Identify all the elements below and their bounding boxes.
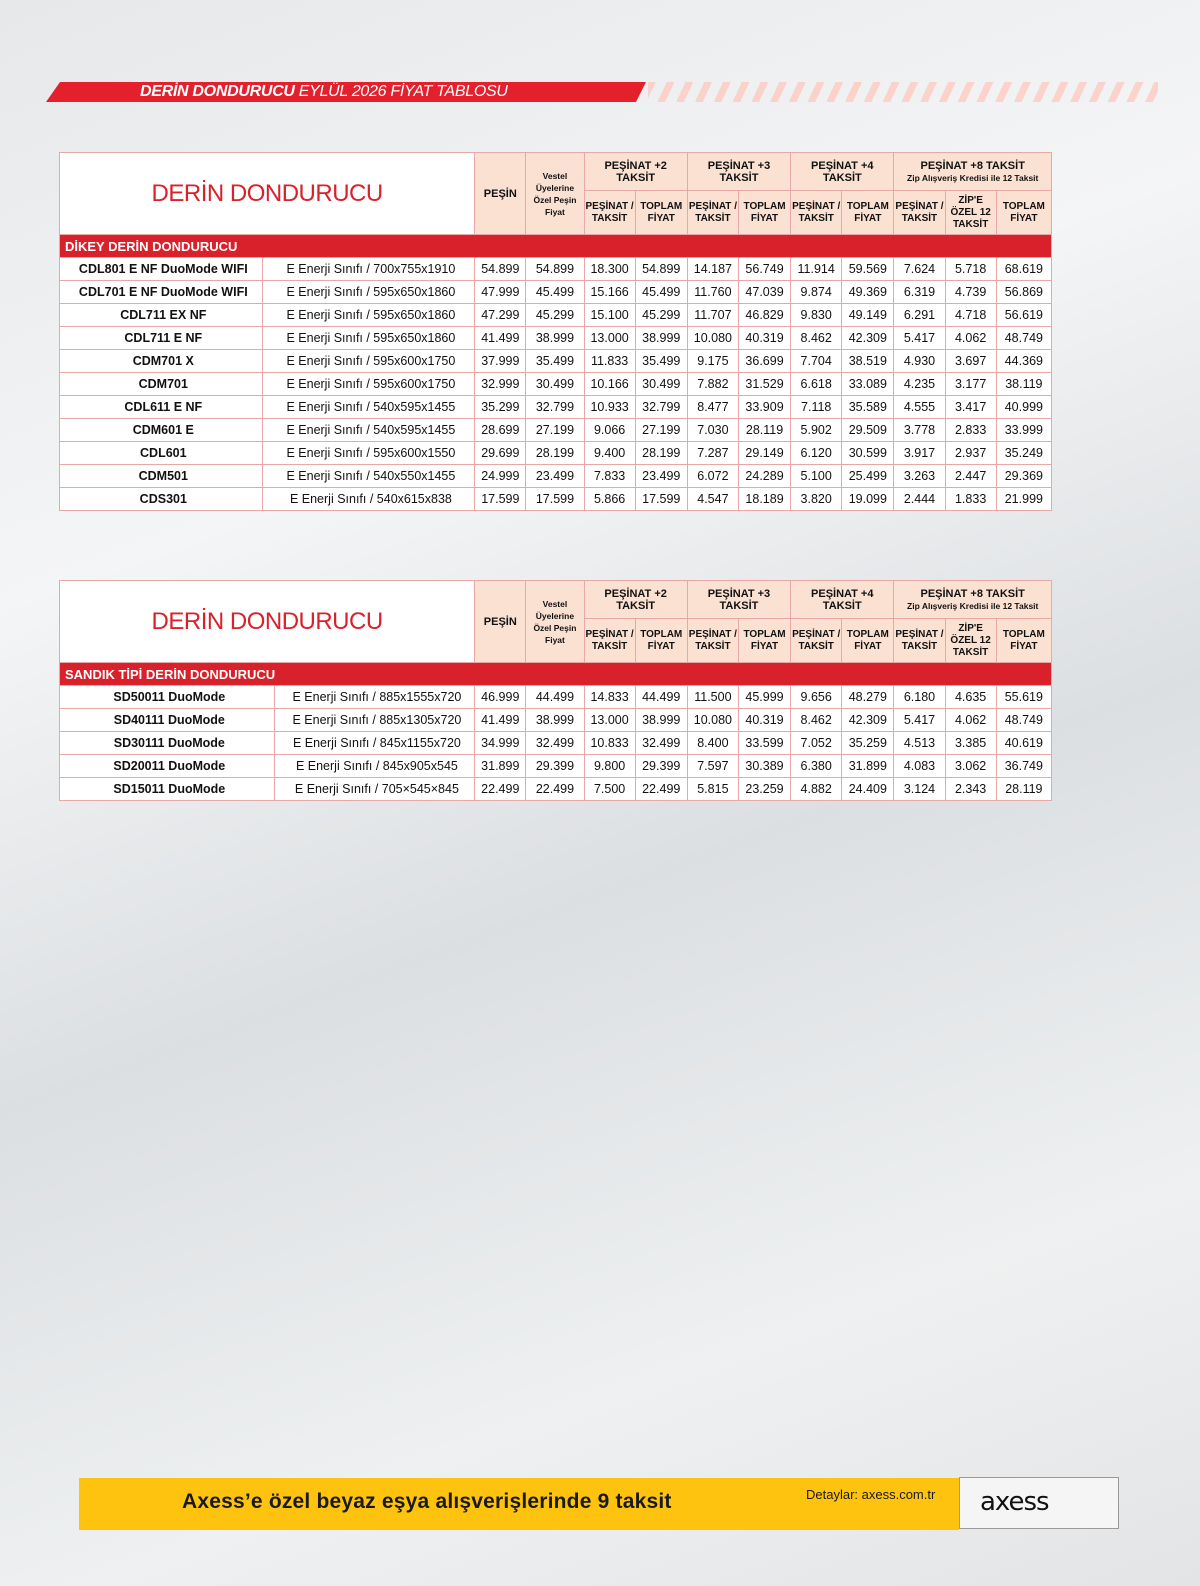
- model-cell: CDL711 E NF: [60, 327, 263, 350]
- price-cell: 5.902: [791, 419, 842, 442]
- price-cell: 2.937: [945, 442, 996, 465]
- price-cell: 10.080: [687, 327, 738, 350]
- price-cell: 29.699: [475, 442, 526, 465]
- price-cell: 32.999: [475, 373, 526, 396]
- spec-cell: E Enerji Sınıfı / 885x1305x720: [274, 709, 475, 732]
- price-cell: 24.289: [738, 465, 790, 488]
- price-cell: 15.100: [584, 304, 635, 327]
- spec-cell: E Enerji Sınıfı / 540x595x1455: [262, 419, 475, 442]
- price-cell: 11.833: [584, 350, 635, 373]
- price-cell: 47.039: [738, 281, 790, 304]
- header-pesin: PEŞİN: [475, 153, 526, 235]
- subheader-pesinat-taksit: PEŞİNAT / TAKSİT: [584, 191, 635, 235]
- header-pesinat-8: [894, 581, 1052, 619]
- table-row: [60, 304, 1052, 327]
- model-cell: CDM601 E: [60, 419, 263, 442]
- price-cell: 4.235: [894, 373, 945, 396]
- price-cell: 3.385: [945, 732, 996, 755]
- model-cell: SD20011 DuoMode: [60, 755, 275, 778]
- spec-cell: E Enerji Sınıfı / 595x650x1860: [262, 327, 475, 350]
- price-cell: 7.030: [687, 419, 738, 442]
- price-cell: 7.597: [687, 755, 738, 778]
- price-cell: 9.656: [791, 686, 842, 709]
- price-cell: 29.149: [738, 442, 790, 465]
- subheader-pesinat-taksit: PEŞİNAT / TAKSİT: [687, 619, 738, 663]
- price-cell: 14.833: [584, 686, 635, 709]
- price-cell: 17.599: [475, 488, 526, 511]
- price-cell: 27.199: [635, 419, 687, 442]
- price-cell: 38.519: [842, 350, 894, 373]
- price-cell: 4.547: [687, 488, 738, 511]
- price-cell: 7.287: [687, 442, 738, 465]
- model-cell: CDM501: [60, 465, 263, 488]
- price-cell: 35.249: [996, 442, 1051, 465]
- price-cell: 38.999: [635, 709, 687, 732]
- price-cell: 2.447: [945, 465, 996, 488]
- decorative-stripes: [648, 82, 1158, 102]
- price-cell: 45.299: [526, 304, 584, 327]
- price-cell: 5.417: [894, 327, 945, 350]
- price-cell: 11.707: [687, 304, 738, 327]
- header-vestel-ozel: Vestel Üyelerine Özel Peşin Fiyat: [526, 581, 584, 663]
- model-cell: SD15011 DuoMode: [60, 778, 275, 801]
- price-cell: 4.882: [791, 778, 842, 801]
- header-pesin: PEŞİN: [475, 581, 526, 663]
- price-cell: 36.699: [738, 350, 790, 373]
- table-row: [60, 350, 1052, 373]
- price-cell: 7.500: [584, 778, 635, 801]
- table-row: [60, 755, 1052, 778]
- price-cell: 22.499: [635, 778, 687, 801]
- model-cell: CDL701 E NF DuoMode WIFI: [60, 281, 263, 304]
- spec-cell: E Enerji Sınıfı / 540x550x1455: [262, 465, 475, 488]
- price-cell: 46.999: [475, 686, 526, 709]
- price-cell: 54.899: [526, 258, 584, 281]
- price-cell: 31.899: [475, 755, 526, 778]
- table-row: [60, 258, 1052, 281]
- subheader-pesinat-taksit: PEŞİNAT / TAKSİT: [791, 619, 842, 663]
- price-cell: 3.124: [894, 778, 945, 801]
- price-cell: 11.500: [687, 686, 738, 709]
- model-cell: CDL611 E NF: [60, 396, 263, 419]
- price-cell: 10.833: [584, 732, 635, 755]
- header-pesinat-8-line2: Zip Alışveriş Kredisi ile 12 Taksit: [907, 600, 1039, 611]
- spec-cell: E Enerji Sınıfı / 540x595x1455: [262, 396, 475, 419]
- price-cell: 9.066: [584, 419, 635, 442]
- price-cell: 8.462: [791, 709, 842, 732]
- subheader-pesinat-taksit: PEŞİNAT / TAKSİT: [687, 191, 738, 235]
- model-cell: CDM701 X: [60, 350, 263, 373]
- price-cell: 28.199: [635, 442, 687, 465]
- model-cell: CDL601: [60, 442, 263, 465]
- price-cell: 68.619: [996, 258, 1051, 281]
- price-cell: 48.279: [842, 686, 894, 709]
- price-cell: 32.799: [526, 396, 584, 419]
- price-cell: 56.619: [996, 304, 1051, 327]
- table-row: [60, 732, 1052, 755]
- subheader-toplam-fiyat: TOPLAM FİYAT: [738, 191, 790, 235]
- price-cell: 32.499: [635, 732, 687, 755]
- model-cell: CDL711 EX NF: [60, 304, 263, 327]
- model-cell: CDS301: [60, 488, 263, 511]
- price-cell: 4.718: [945, 304, 996, 327]
- spec-cell: E Enerji Sınıfı / 595x650x1860: [262, 304, 475, 327]
- price-cell: 42.309: [842, 327, 894, 350]
- price-cell: 44.369: [996, 350, 1051, 373]
- price-cell: 32.499: [526, 732, 584, 755]
- price-cell: 14.187: [687, 258, 738, 281]
- price-cell: 31.529: [738, 373, 790, 396]
- price-cell: 23.499: [635, 465, 687, 488]
- price-cell: 3.697: [945, 350, 996, 373]
- price-cell: 38.119: [996, 373, 1051, 396]
- price-cell: 2.833: [945, 419, 996, 442]
- price-cell: 47.999: [475, 281, 526, 304]
- price-cell: 30.499: [526, 373, 584, 396]
- spec-cell: E Enerji Sınıfı / 595x600x1750: [262, 373, 475, 396]
- price-cell: 56.749: [738, 258, 790, 281]
- price-cell: 7.704: [791, 350, 842, 373]
- subheader-toplam-fiyat: TOPLAM FİYAT: [996, 619, 1051, 663]
- table-row: [60, 419, 1052, 442]
- price-cell: 49.369: [842, 281, 894, 304]
- price-cell: 17.599: [526, 488, 584, 511]
- price-cell: 23.259: [738, 778, 790, 801]
- price-cell: 5.417: [894, 709, 945, 732]
- price-cell: 9.800: [584, 755, 635, 778]
- price-cell: 17.599: [635, 488, 687, 511]
- price-cell: 29.399: [635, 755, 687, 778]
- price-cell: 18.189: [738, 488, 790, 511]
- price-cell: 22.499: [526, 778, 584, 801]
- price-cell: 3.820: [791, 488, 842, 511]
- price-cell: 41.499: [475, 709, 526, 732]
- price-cell: 4.555: [894, 396, 945, 419]
- subheader-pesinat-taksit: PEŞİNAT / TAKSİT: [894, 619, 945, 663]
- table-row: [60, 281, 1052, 304]
- price-cell: 56.869: [996, 281, 1051, 304]
- price-cell: 9.400: [584, 442, 635, 465]
- price-cell: 3.417: [945, 396, 996, 419]
- price-cell: 5.815: [687, 778, 738, 801]
- price-cell: 6.291: [894, 304, 945, 327]
- price-cell: 36.749: [996, 755, 1051, 778]
- price-cell: 27.199: [526, 419, 584, 442]
- header-pesinat-3: PEŞİNAT +3 TAKSİT: [687, 153, 790, 191]
- model-cell: SD30111 DuoMode: [60, 732, 275, 755]
- header-pesinat-2: PEŞİNAT +2 TAKSİT: [584, 153, 687, 191]
- price-cell: 48.749: [996, 327, 1051, 350]
- price-cell: 9.874: [791, 281, 842, 304]
- price-cell: 10.933: [584, 396, 635, 419]
- header-vestel-ozel: Vestel Üyelerine Özel Peşin Fiyat: [526, 153, 584, 235]
- price-cell: 9.830: [791, 304, 842, 327]
- subheader-toplam-fiyat: TOPLAM FİYAT: [635, 619, 687, 663]
- price-cell: 3.177: [945, 373, 996, 396]
- axess-logo: axess: [980, 1487, 1049, 1517]
- table-row: [60, 373, 1052, 396]
- table-row: [60, 396, 1052, 419]
- price-cell: 38.999: [526, 709, 584, 732]
- price-cell: 10.166: [584, 373, 635, 396]
- price-cell: 15.166: [584, 281, 635, 304]
- price-cell: 4.635: [945, 686, 996, 709]
- spec-cell: E Enerji Sınıfı / 595x650x1860: [262, 281, 475, 304]
- header-pesinat-8-line1: PEŞİNAT +8 TAKSİT: [920, 587, 1025, 600]
- price-cell: 7.882: [687, 373, 738, 396]
- price-cell: 45.499: [526, 281, 584, 304]
- price-cell: 33.599: [738, 732, 790, 755]
- price-cell: 3.263: [894, 465, 945, 488]
- price-cell: 28.699: [475, 419, 526, 442]
- price-cell: 30.389: [738, 755, 790, 778]
- spec-cell: E Enerji Sınıfı / 885x1555x720: [274, 686, 475, 709]
- spec-cell: E Enerji Sınıfı / 595x600x1550: [262, 442, 475, 465]
- price-cell: 40.319: [738, 709, 790, 732]
- price-cell: 4.062: [945, 709, 996, 732]
- price-cell: 40.999: [996, 396, 1051, 419]
- subheader-pesinat-taksit: PEŞİNAT / TAKSİT: [894, 191, 945, 235]
- price-cell: 25.499: [842, 465, 894, 488]
- spec-cell: E Enerji Sınıfı / 595x600x1750: [262, 350, 475, 373]
- price-cell: 41.499: [475, 327, 526, 350]
- price-cell: 38.999: [635, 327, 687, 350]
- price-cell: 32.799: [635, 396, 687, 419]
- table-brand-title: DERİN DONDURUCU: [60, 581, 475, 663]
- header-pesinat-8: [894, 153, 1052, 191]
- table-row: [60, 327, 1052, 350]
- price-cell: 37.999: [475, 350, 526, 373]
- section-title: SANDIK TİPİ DERİN DONDURUCU: [60, 663, 1052, 686]
- price-cell: 3.062: [945, 755, 996, 778]
- price-cell: 23.499: [526, 465, 584, 488]
- model-cell: CDL801 E NF DuoMode WIFI: [60, 258, 263, 281]
- model-cell: SD50011 DuoMode: [60, 686, 275, 709]
- price-cell: 13.000: [584, 327, 635, 350]
- price-cell: 6.180: [894, 686, 945, 709]
- price-table-sandik: [59, 580, 1052, 801]
- price-cell: 5.718: [945, 258, 996, 281]
- price-cell: 6.618: [791, 373, 842, 396]
- price-cell: 9.175: [687, 350, 738, 373]
- price-cell: 40.319: [738, 327, 790, 350]
- spec-cell: E Enerji Sınıfı / 845x1155x720: [274, 732, 475, 755]
- header-pesinat-4: PEŞİNAT +4 TAKSİT: [791, 153, 894, 191]
- header-pesinat-2: PEŞİNAT +2 TAKSİT: [584, 581, 687, 619]
- price-cell: 4.062: [945, 327, 996, 350]
- price-cell: 34.999: [475, 732, 526, 755]
- price-cell: 10.080: [687, 709, 738, 732]
- subheader-toplam-fiyat: TOPLAM FİYAT: [635, 191, 687, 235]
- spec-cell: E Enerji Sınıfı / 540x615x838: [262, 488, 475, 511]
- spec-cell: E Enerji Sınıfı / 845x905x545: [274, 755, 475, 778]
- price-table-dikey: [59, 152, 1052, 511]
- price-cell: 7.118: [791, 396, 842, 419]
- subheader-toplam-fiyat: TOPLAM FİYAT: [842, 619, 894, 663]
- price-cell: 7.833: [584, 465, 635, 488]
- price-cell: 4.930: [894, 350, 945, 373]
- price-cell: 35.299: [475, 396, 526, 419]
- price-cell: 44.499: [526, 686, 584, 709]
- price-cell: 7.624: [894, 258, 945, 281]
- subheader-toplam-fiyat: TOPLAM FİYAT: [738, 619, 790, 663]
- price-cell: 13.000: [584, 709, 635, 732]
- price-cell: 46.829: [738, 304, 790, 327]
- table-row: [60, 488, 1052, 511]
- table-row: [60, 465, 1052, 488]
- price-cell: 42.309: [842, 709, 894, 732]
- price-cell: 28.119: [738, 419, 790, 442]
- page-title-rest: EYLÜL 2026 FİYAT TABLOSU: [294, 83, 508, 100]
- price-cell: 8.462: [791, 327, 842, 350]
- price-cell: 24.999: [475, 465, 526, 488]
- price-cell: 6.380: [791, 755, 842, 778]
- price-cell: 59.569: [842, 258, 894, 281]
- page-title: [140, 82, 508, 102]
- spec-cell: E Enerji Sınıfı / 705×545×845: [274, 778, 475, 801]
- price-cell: 3.778: [894, 419, 945, 442]
- price-cell: 18.300: [584, 258, 635, 281]
- price-cell: 29.509: [842, 419, 894, 442]
- subheader-toplam-fiyat: TOPLAM FİYAT: [996, 191, 1051, 235]
- model-cell: SD40111 DuoMode: [60, 709, 275, 732]
- price-cell: 45.999: [738, 686, 790, 709]
- subheader-zip-ozel: ZİP'E ÖZEL 12 TAKSİT: [945, 191, 996, 235]
- price-cell: 6.072: [687, 465, 738, 488]
- price-cell: 28.199: [526, 442, 584, 465]
- price-cell: 29.399: [526, 755, 584, 778]
- spec-cell: E Enerji Sınıfı / 700x755x1910: [262, 258, 475, 281]
- price-cell: 3.917: [894, 442, 945, 465]
- price-cell: 24.409: [842, 778, 894, 801]
- price-cell: 4.739: [945, 281, 996, 304]
- price-cell: 8.400: [687, 732, 738, 755]
- price-cell: 5.866: [584, 488, 635, 511]
- price-cell: 33.909: [738, 396, 790, 419]
- table-row: [60, 442, 1052, 465]
- price-cell: 28.119: [996, 778, 1051, 801]
- price-cell: 8.477: [687, 396, 738, 419]
- price-cell: 21.999: [996, 488, 1051, 511]
- price-cell: 49.149: [842, 304, 894, 327]
- price-cell: 31.899: [842, 755, 894, 778]
- section-title: DİKEY DERİN DONDURUCU: [60, 235, 1052, 258]
- price-cell: 6.120: [791, 442, 842, 465]
- subheader-toplam-fiyat: TOPLAM FİYAT: [842, 191, 894, 235]
- price-cell: 5.100: [791, 465, 842, 488]
- price-cell: 47.299: [475, 304, 526, 327]
- price-cell: 54.899: [475, 258, 526, 281]
- subheader-zip-ozel: ZİP'E ÖZEL 12 TAKSİT: [945, 619, 996, 663]
- price-cell: 44.499: [635, 686, 687, 709]
- table-row: [60, 686, 1052, 709]
- price-cell: 33.089: [842, 373, 894, 396]
- price-cell: 54.899: [635, 258, 687, 281]
- price-cell: 11.760: [687, 281, 738, 304]
- price-cell: 7.052: [791, 732, 842, 755]
- price-cell: 33.999: [996, 419, 1051, 442]
- price-cell: 38.999: [526, 327, 584, 350]
- price-cell: 45.299: [635, 304, 687, 327]
- header-pesinat-8-line2: Zip Alışveriş Kredisi ile 12 Taksit: [907, 172, 1039, 183]
- price-cell: 4.513: [894, 732, 945, 755]
- price-cell: 45.499: [635, 281, 687, 304]
- price-cell: 35.499: [635, 350, 687, 373]
- price-cell: 48.749: [996, 709, 1051, 732]
- page-title-bold: DERİN DONDURUCU: [140, 83, 295, 100]
- price-cell: 2.343: [945, 778, 996, 801]
- price-cell: 55.619: [996, 686, 1051, 709]
- price-cell: 40.619: [996, 732, 1051, 755]
- price-cell: 11.914: [791, 258, 842, 281]
- price-cell: 30.599: [842, 442, 894, 465]
- price-cell: 19.099: [842, 488, 894, 511]
- price-cell: 35.589: [842, 396, 894, 419]
- table-brand-title: DERİN DONDURUCU: [60, 153, 475, 235]
- header-pesinat-3: PEŞİNAT +3 TAKSİT: [687, 581, 790, 619]
- promo-detail-link[interactable]: Detaylar: axess.com.tr: [806, 1487, 936, 1502]
- price-cell: 4.083: [894, 755, 945, 778]
- price-cell: 22.499: [475, 778, 526, 801]
- subheader-pesinat-taksit: PEŞİNAT / TAKSİT: [584, 619, 635, 663]
- price-cell: 35.499: [526, 350, 584, 373]
- price-cell: 6.319: [894, 281, 945, 304]
- header-pesinat-4: PEŞİNAT +4 TAKSİT: [791, 581, 894, 619]
- price-cell: 30.499: [635, 373, 687, 396]
- price-cell: 1.833: [945, 488, 996, 511]
- header-pesinat-8-line1: PEŞİNAT +8 TAKSİT: [920, 159, 1025, 172]
- table-row: [60, 709, 1052, 732]
- subheader-pesinat-taksit: PEŞİNAT / TAKSİT: [791, 191, 842, 235]
- price-cell: 29.369: [996, 465, 1051, 488]
- promo-text: Axess’e özel beyaz eşya alışverişlerinde 9 taksit: [182, 1490, 672, 1513]
- price-cell: 35.259: [842, 732, 894, 755]
- model-cell: CDM701: [60, 373, 263, 396]
- table-row: [60, 778, 1052, 801]
- price-cell: 2.444: [894, 488, 945, 511]
